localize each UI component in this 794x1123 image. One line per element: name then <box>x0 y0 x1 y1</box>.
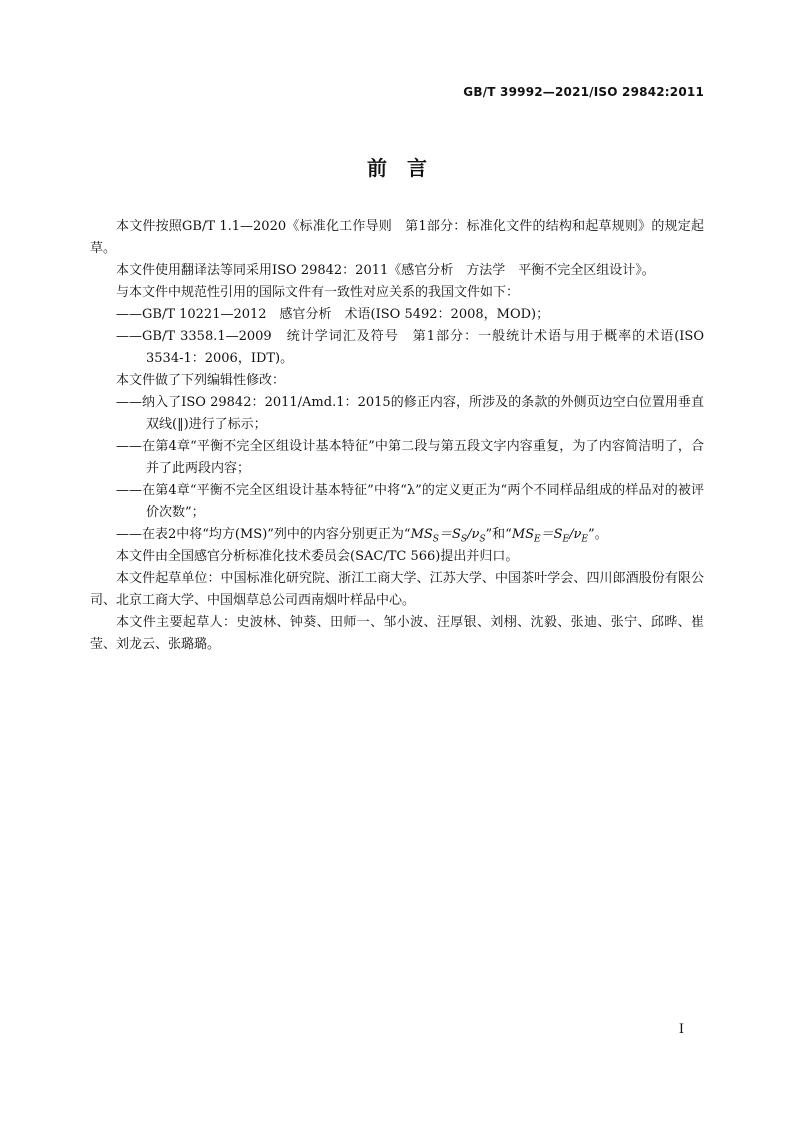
list-item-gbt3358: ——GB/T 3358.1—2009 统计学词汇及符号 第1部分：一般统计术语与用于概率的术语(ISO 3534-1：2006，IDT)。 <box>116 329 704 366</box>
ms-formula-e: $MS_E=S_E/\nu_E$ <box>511 527 588 545</box>
document-code-header: GB/T 39992—2021/ISO 29842:2011 <box>463 85 704 99</box>
table2-text-mid: ”和“ <box>485 527 512 542</box>
paragraph-correspondence-intro: 与本文件中规范性引用的国际文件有一致性对应关系的我国文件如下： <box>116 285 520 300</box>
table2-text-pre: ——在表2中将“均方(MS)”列中的内容分别更正为“ <box>116 527 411 542</box>
list-item-table2 <box>90 524 704 546</box>
table2-text-post: ”。 <box>588 527 608 542</box>
ms-formula-s: $MS_S=S_S/\nu_S$ <box>410 527 486 545</box>
list-item-lambda: ——在第4章“平衡不完全区组设计基本特征”中将“λ”的定义更正为“两个不同样品组成的样品对的被评价次数”； <box>116 483 704 520</box>
paragraph-drafters: 本文件主要起草人：史波林、钟葵、田师一、邹小波、汪厚银、刘栩、沈毅、张迪、张宁、邱晔、崔莹、刘龙云、张璐璐。 <box>90 615 704 652</box>
list-item-gbt10221: ——GB/T 10221—2012 感官分析 术语(ISO 5492：2008，MOD)； <box>116 307 550 322</box>
paragraph-drafting-units: 本文件起草单位：中国标准化研究院、浙江工商大学、江苏大学、中国茶叶学会、四川郎酒股份有限公司、北京工商大学、中国烟草总公司西南烟叶样品中心。 <box>90 571 704 608</box>
list-item-merge: ——在第4章“平衡不完全区组设计基本特征”中第二段与第五段文字内容重复，为了内容简洁明了，合并了此两段内容； <box>116 439 704 476</box>
list-item-amendment: ——纳入了ISO 29842：2011/Amd.1：2015的修正内容，所涉及的条款的外侧页边空白位置用垂直双线(‖)进行了标示； <box>116 395 704 432</box>
page-title: 前 言 <box>367 156 427 180</box>
paragraph-adoption: 本文件使用翻译法等同采用ISO 29842：2011《感官分析 方法学 平衡不完全区组设计》。 <box>116 263 655 278</box>
page-number: I <box>678 1022 684 1037</box>
foreword-body <box>90 216 704 656</box>
paragraph-editorial-intro: 本文件做了下列编辑性修改： <box>116 373 286 388</box>
paragraph-drafting-rules: 本文件按照GB/T 1.1—2020《标准化工作导则 第1部分：标准化文件的结构和起草规则》的规定起草。 <box>90 219 704 256</box>
paragraph-proposer: 本文件由全国感官分析标准化技术委员会(SAC/TC 566)提出并归口。 <box>116 549 519 564</box>
